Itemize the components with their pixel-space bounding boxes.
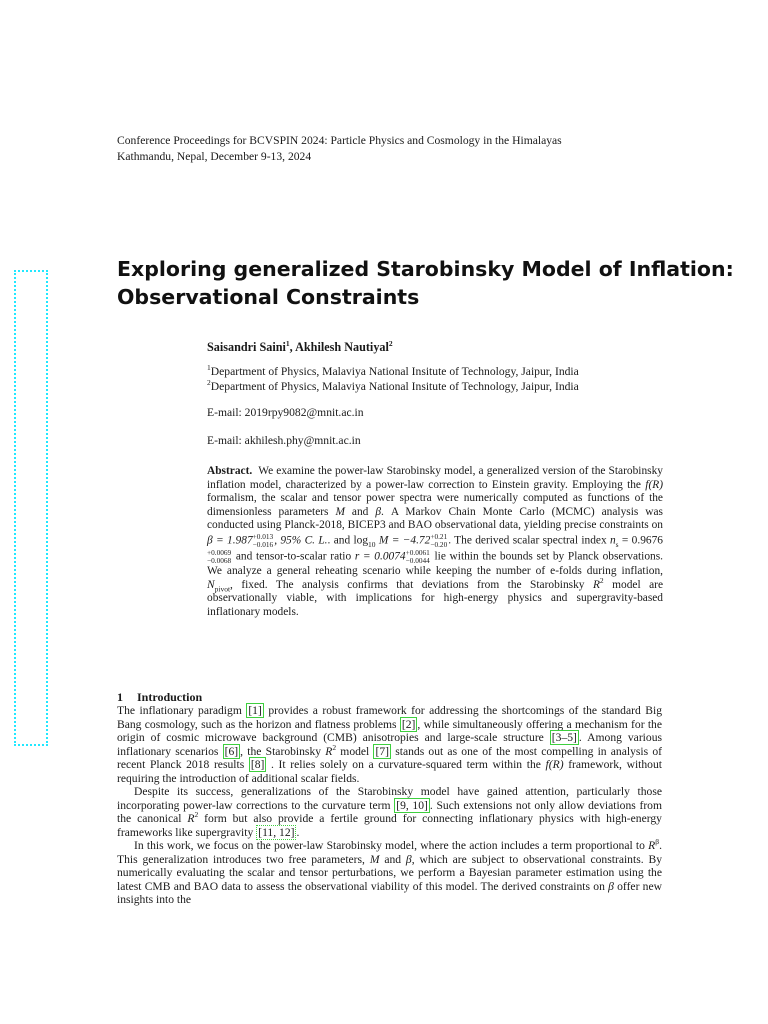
title-line-1: Exploring generalized Starobinsky Model of Inflation:	[117, 257, 734, 281]
author-affil-mark: 1	[285, 338, 290, 348]
citation-link[interactable]: [3–5]	[551, 731, 577, 744]
affiliation: $^2$Department of Physics, Malaviya National Insitute of Technology, Jaipur, India	[207, 378, 579, 393]
author-list: Saisandri Saini$^1$, Akhilesh Nautiyal$^2$	[207, 338, 393, 354]
conference-location-line: Kathmandu, Nepal, December 9-13, 2024	[117, 149, 312, 163]
affiliations	[207, 364, 579, 394]
conference-header	[117, 133, 677, 164]
citation-link[interactable]: [6]	[224, 744, 239, 758]
author-name: Akhilesh Nautiyal	[295, 340, 389, 354]
citation-link[interactable]: [7]	[375, 744, 390, 758]
conference-line: Conference Proceedings for BCVSPIN 2024: Particle Physics and Cosmology in the Himalayas	[117, 134, 562, 147]
citation-link[interactable]: [2]	[401, 717, 416, 731]
citation-link[interactable]: [1]	[248, 704, 262, 717]
paper-title	[117, 255, 734, 311]
abstract-label: Abstract.	[207, 465, 253, 477]
margin-frame	[14, 270, 48, 746]
citation-link[interactable]: [9, 10]	[396, 798, 428, 812]
abstract: Abstract. We examine the power-law Starobinsky model, a generalized version of the Starobinsky inflation model, characterized by a power-law correction to Einstein gravity. Employing the f(R) formalism, the scalar and tensor power spectra were numerically computed as functions of the dimensionless parameters M and β. A Markov Chain Monte Carlo (MCMC) analysis was conducted using Planck-2018, BICEP3 and BAO observational data, yielding precise constraints on β = 1.987 +0.013 −0.016 , 95% C. L.. and $\log_{10} M = -4.72$ +0.21 −0.20 . The derived scalar spectral index $n_s = 0.9676$ +0.0069 −0.0068 and tensor-to-scalar ratio r = 0.0074 +0.0061 −0.0044 lie within the bounds set by Planck observations. We analyze a general reheating scenario while keeping the number of e-folds during inflation, $N_{pivot}$, fixed. The analysis confirms that deviations from the Starobinsky $R^2$ model are observationally viable, with implications for high-energy physics and supergravity-based inflationary models.	[207, 465, 663, 618]
paragraph: In this work, we focus on the power-law Starobinsky model, where the action includes a term proportional to $R^\beta$. This generalization introduces two free parameters, M and β, which are subject to observational constraints. By numerically evaluating the scalar and tensor perturbations, we perform a Bayesian parameter estimation using the latest CMB and BAO data to assess the observational viability of this model. The derived constraints on β offer new insights into the	[117, 837, 662, 906]
author-name: Saisandri Saini	[207, 340, 286, 354]
body-text	[117, 704, 662, 907]
email-line: E-mail: 2019rpy9082@mnit.ac.in	[207, 406, 364, 419]
citation-link[interactable]: [11, 12]	[258, 825, 295, 839]
section-heading	[117, 690, 202, 705]
paragraph: Despite its success, generalizations of the Starobinsky model have gained attention, particularly those incorporating power-law corrections to the curvature term [9, 10] . Such extensions not only allow deviations from the canonical $R^2$ form but also provide a fertile ground for connecting inflationary physics with high-energy frameworks like supergravity [11, 12] .	[117, 785, 662, 839]
section-number: 1	[117, 690, 123, 704]
author-affil-mark: 2	[388, 338, 393, 348]
email-line: E-mail: akhilesh.phy@mnit.ac.in	[207, 434, 361, 447]
affiliation: $^1$Department of Physics, Malaviya National Insitute of Technology, Jaipur, India	[207, 363, 579, 378]
section-title: Introduction	[137, 690, 203, 704]
title-line-2: Observational Constraints	[117, 285, 420, 309]
citation-link[interactable]: [8]	[250, 758, 265, 771]
paragraph: The inflationary paradigm [1] provides a robust framework for addressing the shortcomings of the standard Big Bang cosmology, such as the horizon and flatness problems [2] , while simultaneously offering a mechanism for the origin of cosmic microwave background (CMB) anisotropies and large-scale structure [3–5] . Among various inflationary scenarios [6] , the Starobinsky $R^2$ model [7] stands out as one of the most compelling in analysis of recent Planck 2018 results [8] . It relies solely on a curvature-squared term within the f(R) framework, without requiring the introduction of additional scalar fields.	[117, 704, 663, 785]
